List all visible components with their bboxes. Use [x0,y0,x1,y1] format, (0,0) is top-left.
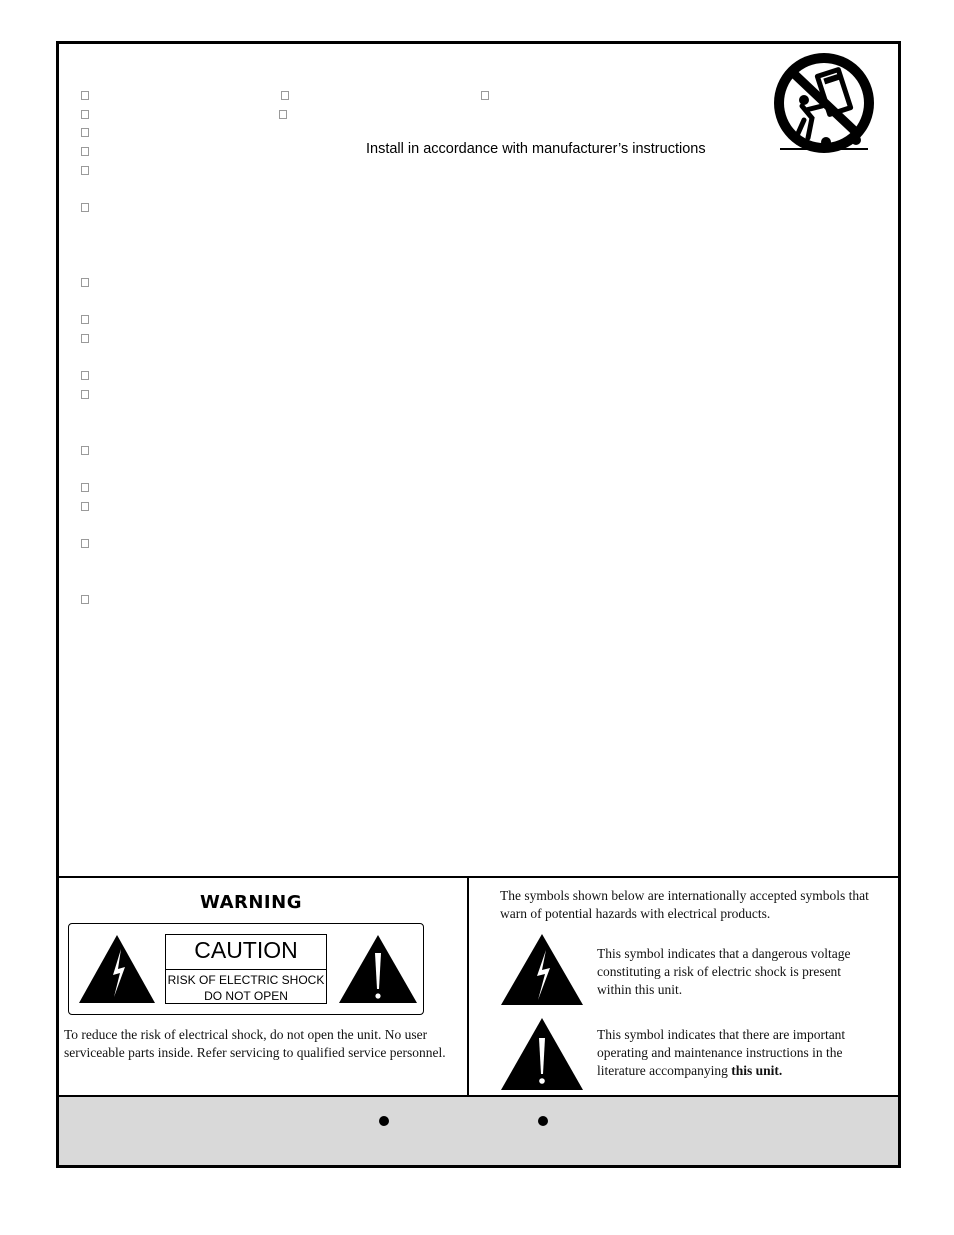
voltage-symbol-text: This symbol indicates that a dangerous voltage constituting a risk of electric shock is present within this unit. [597,946,851,997]
checkbox-marker [81,539,89,548]
column-divider [467,878,469,1095]
caution-heading: CAUTION [194,937,298,963]
checkbox-marker [81,91,89,100]
warning-title: WARNING [200,892,302,913]
footer-bar [59,1097,898,1165]
lightning-bolt-triangle-icon [499,932,585,1007]
safety-instructions-area [59,44,898,876]
checkbox-marker [81,315,89,324]
checkbox-marker [81,371,89,380]
exclamation-triangle-icon [499,1016,585,1092]
checkbox-marker [81,502,89,511]
checkbox-marker [279,110,287,119]
checkbox-marker [81,278,89,287]
checkbox-marker [81,483,89,492]
checkbox-marker [81,446,89,455]
section-divider [59,876,898,878]
shock-risk-text: To reduce the risk of electrical shock, do not open the unit. No user serviceable parts inside. Refer servicing to qualified service personnel. [64,1027,446,1060]
caution-inner-box [165,934,327,1004]
black-dot-icon [538,1116,548,1126]
install-instructions-note: Install in accordance with manufacturer’s instructions [366,141,706,157]
document-frame [56,41,901,1168]
checkbox-marker [81,110,89,119]
black-dot-icon [379,1116,389,1126]
instructions-symbol-text [597,1026,877,1080]
exclamation-triangle-icon [337,933,419,1005]
caution-do-not-open-text: DO NOT OPEN [204,989,288,1003]
checkbox-marker [81,147,89,156]
checkbox-marker [81,166,89,175]
checkbox-marker [481,91,489,100]
checkbox-marker [281,91,289,100]
checkbox-marker [81,595,89,604]
checkbox-marker [81,334,89,343]
checkbox-marker [81,390,89,399]
caution-label [68,923,424,1015]
caution-risk-text: RISK OF ELECTRIC SHOCK [167,973,325,987]
no-cart-tip-over-icon [768,46,880,158]
checkbox-marker [81,203,89,212]
symbols-intro-text: The symbols shown below are internationally accepted symbols that warn of potential hazards with electrical products. [500,888,869,921]
instructions-symbol-text-bold: this unit. [731,1063,783,1078]
checkbox-marker [81,128,89,137]
caution-divider [166,969,326,970]
instructions-symbol-text-regular: This symbol indicates that there are important operating and maintenance instructions in the literature accompanying [597,1027,846,1078]
lightning-bolt-triangle-icon [77,933,157,1005]
